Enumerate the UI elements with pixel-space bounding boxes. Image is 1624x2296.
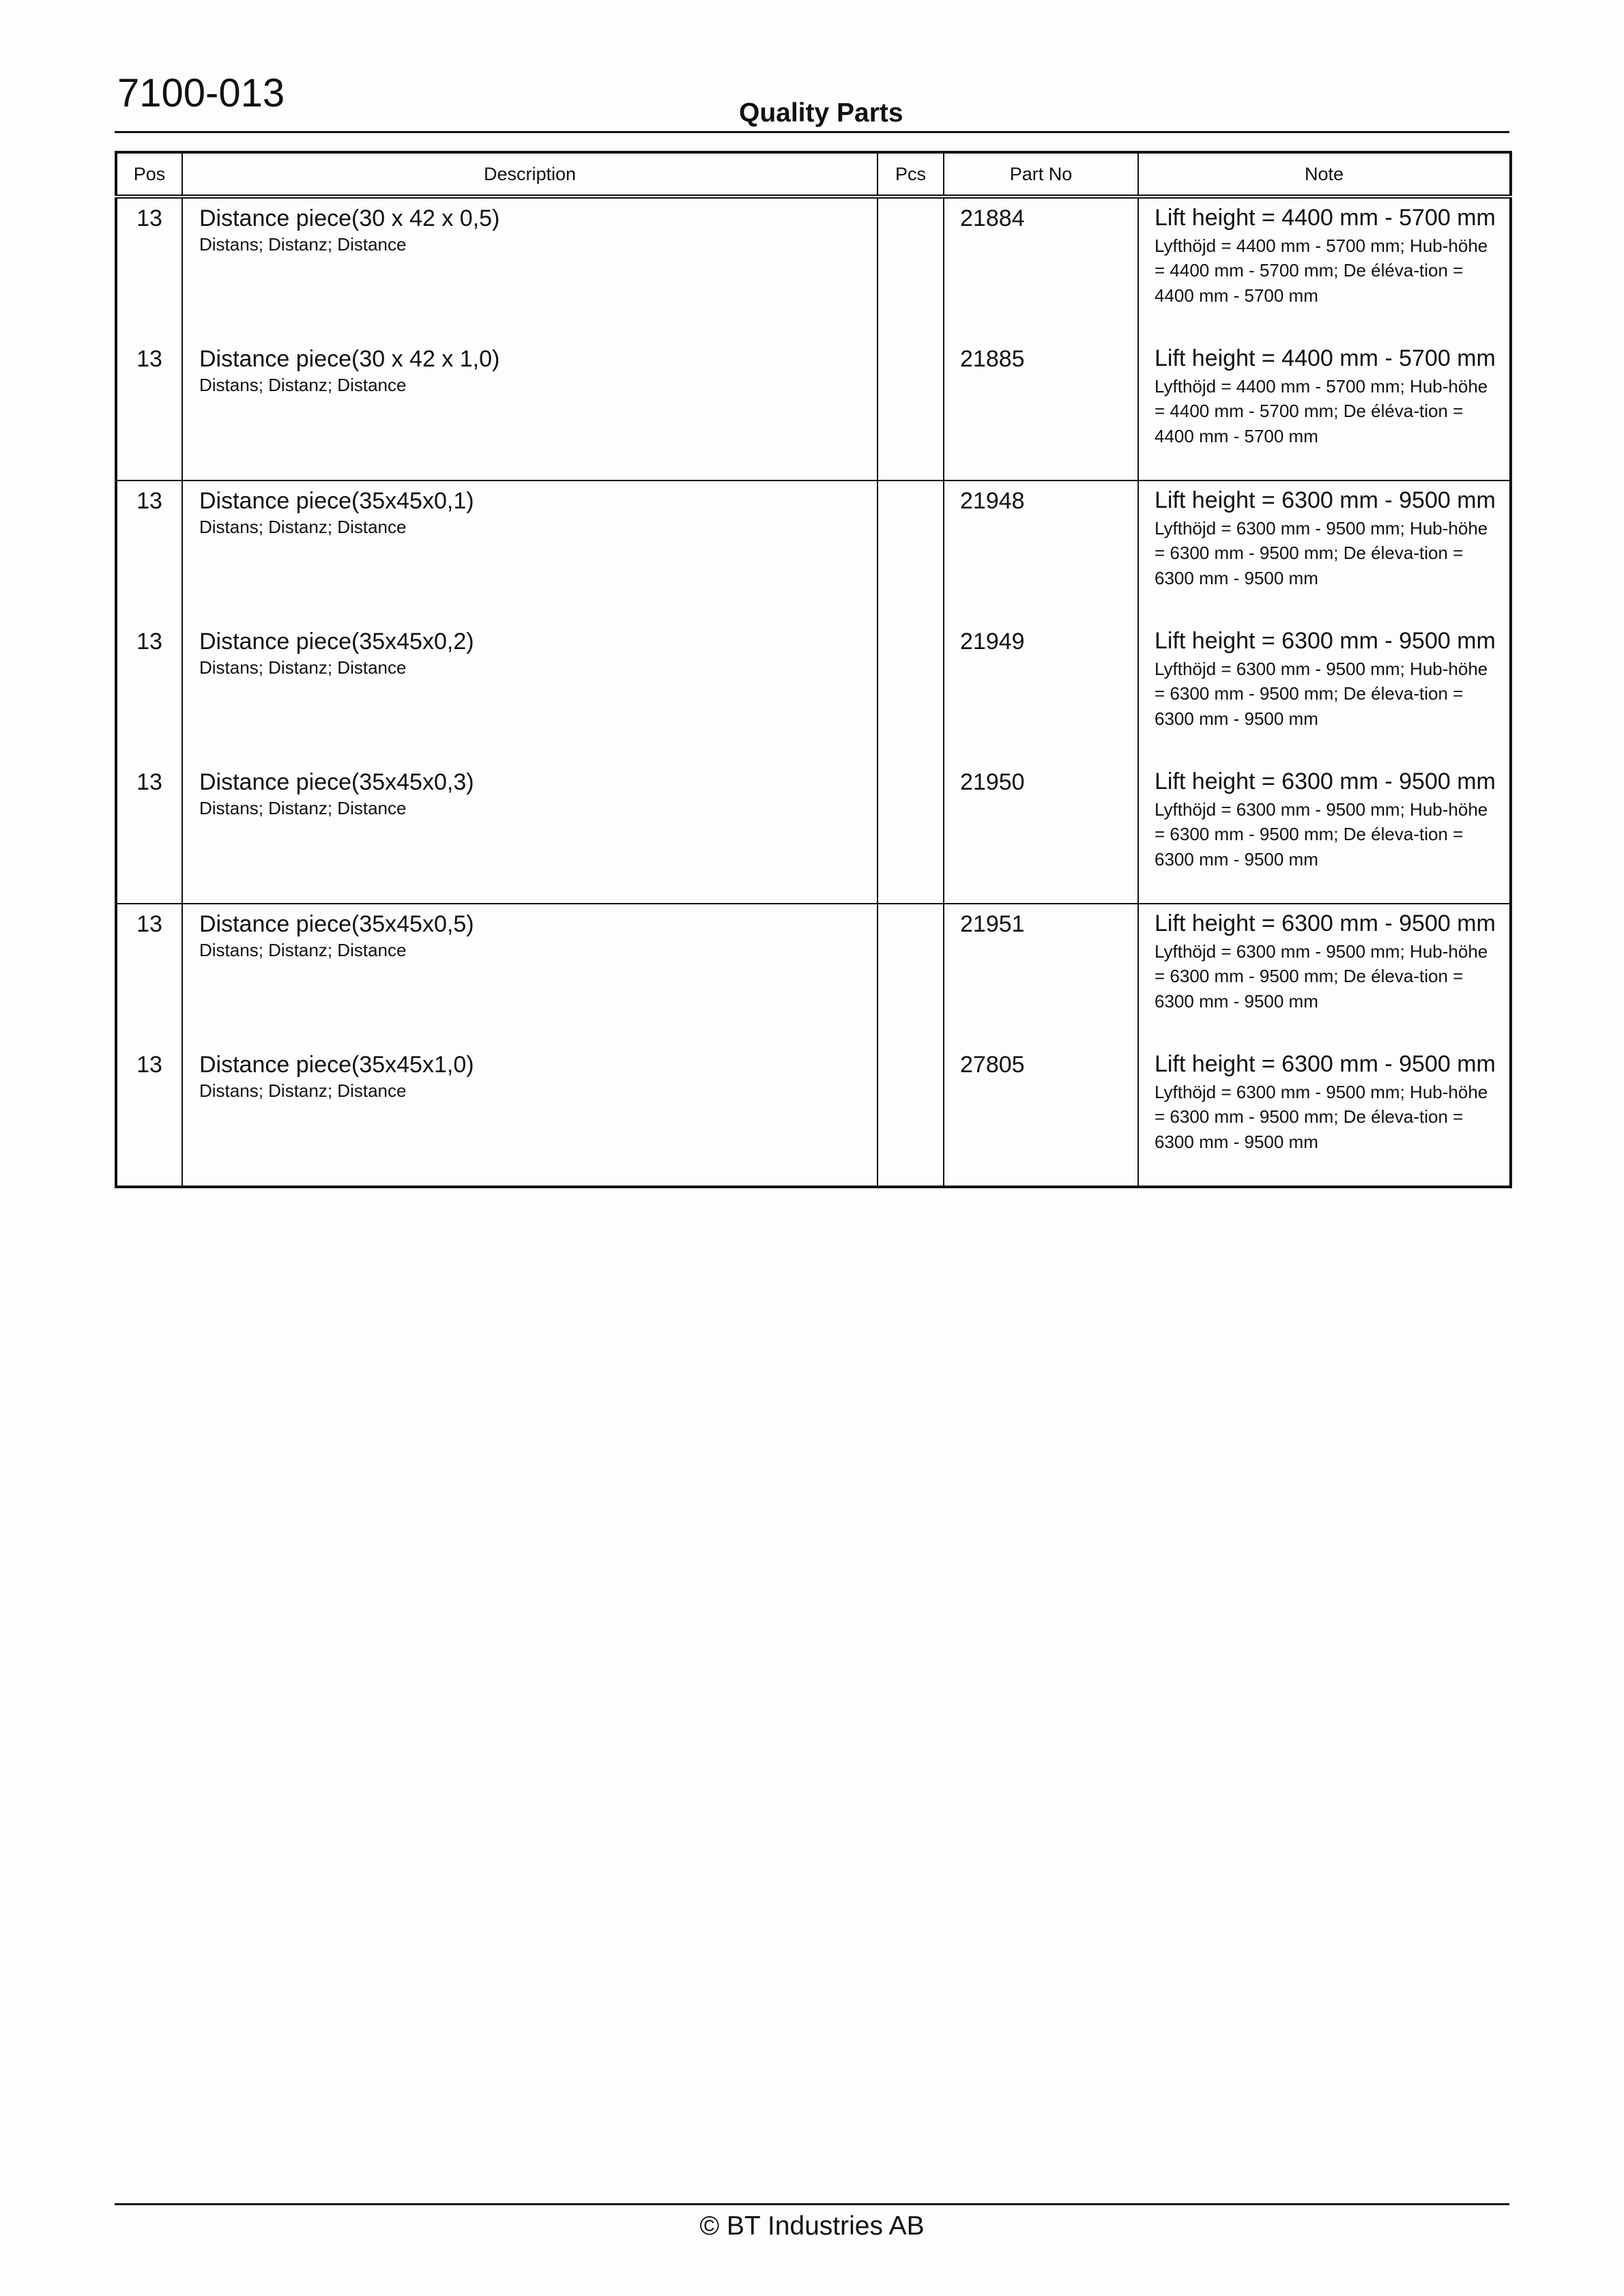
column-header-note: Note xyxy=(1138,152,1511,197)
table-row xyxy=(116,762,1511,904)
pos-cell: 13 xyxy=(116,762,182,904)
table-row xyxy=(116,1045,1511,1187)
description-text: Distance piece(35x45x0,1) xyxy=(199,488,474,514)
description-text: Distance piece(35x45x0,3) xyxy=(199,769,474,795)
page-title: Quality Parts xyxy=(739,98,903,128)
note-translation: Lyfthöjd = 6300 mm - 9500 mm; Hub-höhe = 6300 mm - 9500 mm; De éleva-tion = 6300 mm - 9500 mm xyxy=(1155,658,1488,729)
note-translation: Lyfthöjd = 6300 mm - 9500 mm; Hub-höhe = 6300 mm - 9500 mm; De éleva-tion = 6300 mm - 9500 mm xyxy=(1155,1081,1488,1152)
part-no-cell: 21948 xyxy=(944,480,1138,622)
header-divider xyxy=(115,131,1509,133)
description-cell xyxy=(182,904,878,1045)
note-cell xyxy=(1138,904,1511,1045)
description-text: Distance piece(35x45x0,2) xyxy=(199,629,474,655)
description-text: Distance piece(30 x 42 x 1,0) xyxy=(199,346,500,372)
note-text: Lift height = 6300 mm - 9500 mm xyxy=(1155,769,1496,794)
pcs-cell xyxy=(878,622,944,762)
note-text: Lift height = 4400 mm - 5700 mm xyxy=(1155,205,1496,231)
table-row xyxy=(116,622,1511,762)
description-text: Distance piece(35x45x0,5) xyxy=(199,911,474,937)
description-cell xyxy=(182,339,878,480)
part-no-cell: 21950 xyxy=(944,762,1138,904)
pcs-cell xyxy=(878,339,944,480)
note-text: Lift height = 6300 mm - 9500 mm xyxy=(1155,910,1496,936)
pos-cell: 13 xyxy=(136,1052,162,1078)
pcs-cell xyxy=(878,197,944,339)
pcs-cell xyxy=(878,480,944,622)
column-header-pcs: Pcs xyxy=(878,152,944,197)
pos-cell: 13 xyxy=(116,339,182,480)
note-translation: Lyfthöjd = 4400 mm - 5700 mm; Hub-höhe = 4400 mm - 5700 mm; De éléva-tion = 4400 mm - 5700 mm xyxy=(1155,235,1488,306)
pos-cell: 13 xyxy=(136,205,162,231)
description-translation: Distans; Distanz; Distance xyxy=(199,1080,407,1102)
note-cell xyxy=(1138,197,1511,339)
note-translation: Lyfthöjd = 6300 mm - 9500 mm; Hub-höhe = 6300 mm - 9500 mm; De éleva-tion = 6300 mm - 9500 mm xyxy=(1155,517,1488,588)
part-no-cell: 21951 xyxy=(944,904,1138,1045)
part-no-cell: 21885 xyxy=(944,339,1138,480)
description-cell xyxy=(182,762,878,904)
description-cell xyxy=(182,1045,878,1187)
parts-table xyxy=(115,151,1512,1188)
document-code: 7100-013 xyxy=(117,71,285,115)
note-text: Lift height = 6300 mm - 9500 mm xyxy=(1155,1051,1496,1077)
note-text: Lift height = 4400 mm - 5700 mm xyxy=(1155,345,1496,371)
table-row xyxy=(116,339,1511,480)
note-cell xyxy=(1138,762,1511,904)
part-no-cell: 21884 xyxy=(944,197,1138,339)
footer-divider xyxy=(115,2203,1509,2205)
part-no-cell: 27805 xyxy=(944,1045,1138,1187)
note-translation: Lyfthöjd = 6300 mm - 9500 mm; Hub-höhe = 6300 mm - 9500 mm; De éleva-tion = 6300 mm - 9500 mm xyxy=(1155,941,1488,1011)
note-translation: Lyfthöjd = 6300 mm - 9500 mm; Hub-höhe = 6300 mm - 9500 mm; De éleva-tion = 6300 mm - 9500 mm xyxy=(1155,799,1488,870)
table-row xyxy=(116,904,1511,1045)
column-header-pos: Pos xyxy=(116,152,182,197)
note-text: Lift height = 6300 mm - 9500 mm xyxy=(1155,487,1496,513)
pos-cell: 13 xyxy=(136,911,162,937)
footer-copyright: © BT Industries AB xyxy=(699,2211,925,2241)
description-text: Distance piece(30 x 42 x 0,5) xyxy=(199,205,500,231)
description-text: Distance piece(35x45x1,0) xyxy=(199,1052,474,1078)
pos-cell: 13 xyxy=(136,629,162,655)
note-cell xyxy=(1138,480,1511,622)
pos-cell: 13 xyxy=(136,488,162,514)
description-translation: Distans; Distanz; Distance xyxy=(199,940,407,961)
description-cell xyxy=(182,480,878,622)
note-cell xyxy=(1138,339,1511,480)
table-row xyxy=(116,197,1511,339)
note-cell xyxy=(1138,622,1511,762)
description-translation: Distans; Distanz; Distance xyxy=(199,798,407,819)
description-translation: Distans; Distanz; Distance xyxy=(199,517,407,538)
part-no-cell: 21949 xyxy=(944,622,1138,762)
table-header-row xyxy=(116,152,1511,197)
pcs-cell xyxy=(878,1045,944,1187)
pcs-cell xyxy=(878,762,944,904)
description-cell xyxy=(182,197,878,339)
note-text: Lift height = 6300 mm - 9500 mm xyxy=(1155,628,1496,654)
column-header-description: Description xyxy=(182,152,878,197)
description-translation: Distans; Distanz; Distance xyxy=(199,234,407,255)
description-cell xyxy=(182,622,878,762)
description-translation: Distans; Distanz; Distance xyxy=(199,375,407,396)
pcs-cell xyxy=(878,904,944,1045)
note-cell xyxy=(1138,1045,1511,1187)
column-header-part-no: Part No xyxy=(944,152,1138,197)
description-translation: Distans; Distanz; Distance xyxy=(199,657,407,678)
table-row xyxy=(116,480,1511,622)
note-translation: Lyfthöjd = 4400 mm - 5700 mm; Hub-höhe = 4400 mm - 5700 mm; De éléva-tion = 4400 mm - 5700 mm xyxy=(1155,375,1488,446)
